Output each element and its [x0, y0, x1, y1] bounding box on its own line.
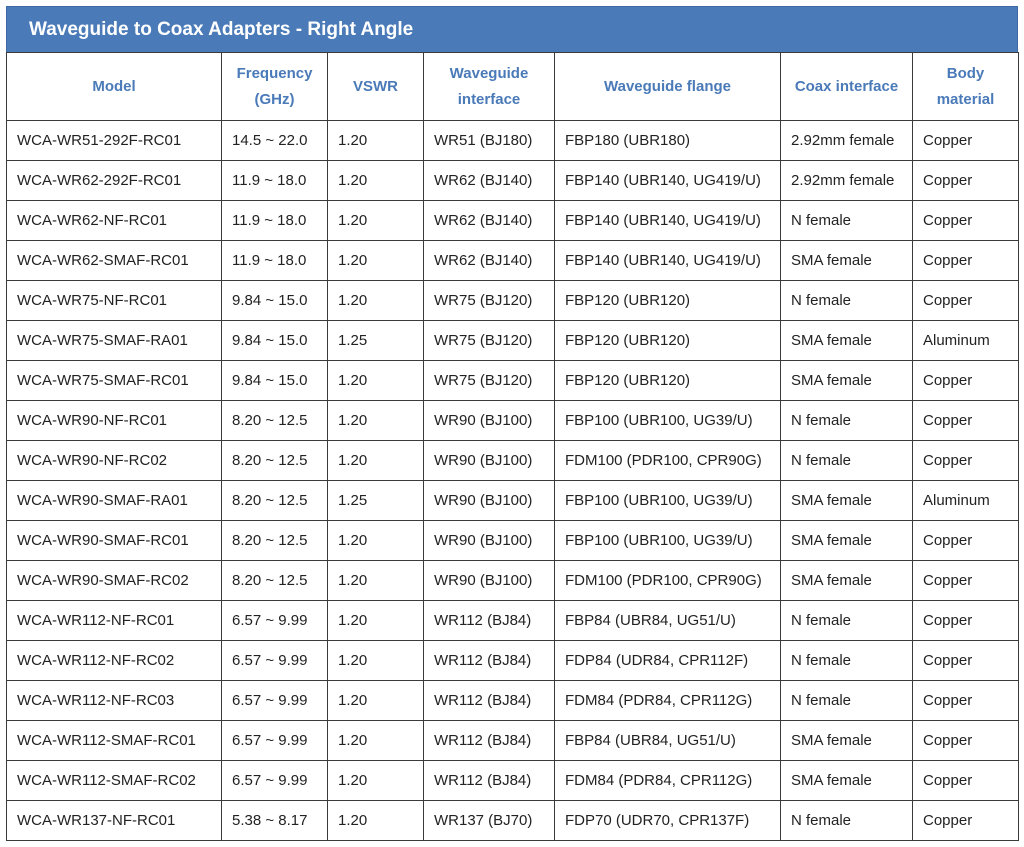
- cell-model: WCA-WR90-SMAF-RC01: [7, 521, 222, 561]
- cell-vswr: 1.20: [328, 121, 424, 161]
- cell-body-material: Copper: [913, 361, 1019, 401]
- cell-body-material: Copper: [913, 681, 1019, 721]
- cell-waveguide-interface: WR90 (BJ100): [424, 561, 555, 601]
- header-model: Model: [7, 53, 222, 121]
- cell-body-material: Copper: [913, 121, 1019, 161]
- cell-coax-interface: SMA female: [781, 521, 913, 561]
- cell-waveguide-interface: WR51 (BJ180): [424, 121, 555, 161]
- cell-waveguide-flange: FBP100 (UBR100, UG39/U): [555, 481, 781, 521]
- cell-waveguide-interface: WR90 (BJ100): [424, 441, 555, 481]
- table-row: [7, 121, 1019, 161]
- cell-frequency: 14.5 ~ 22.0: [222, 121, 328, 161]
- cell-model: WCA-WR75-NF-RC01: [7, 281, 222, 321]
- cell-model: WCA-WR90-SMAF-RC02: [7, 561, 222, 601]
- cell-body-material: Copper: [913, 641, 1019, 681]
- cell-waveguide-interface: WR62 (BJ140): [424, 201, 555, 241]
- cell-vswr: 1.20: [328, 441, 424, 481]
- cell-model: WCA-WR112-SMAF-RC01: [7, 721, 222, 761]
- cell-body-material: Copper: [913, 441, 1019, 481]
- cell-waveguide-interface: WR112 (BJ84): [424, 641, 555, 681]
- table-row: [7, 401, 1019, 441]
- spec-table-panel: [6, 6, 1018, 841]
- table-row: [7, 441, 1019, 481]
- cell-body-material: Copper: [913, 601, 1019, 641]
- cell-body-material: Copper: [913, 401, 1019, 441]
- cell-coax-interface: N female: [781, 801, 913, 841]
- cell-waveguide-interface: WR62 (BJ140): [424, 161, 555, 201]
- cell-model: WCA-WR75-SMAF-RA01: [7, 321, 222, 361]
- cell-model: WCA-WR90-SMAF-RA01: [7, 481, 222, 521]
- cell-body-material: Copper: [913, 761, 1019, 801]
- cell-frequency: 6.57 ~ 9.99: [222, 681, 328, 721]
- cell-frequency: 8.20 ~ 12.5: [222, 401, 328, 441]
- cell-waveguide-interface: WR137 (BJ70): [424, 801, 555, 841]
- cell-model: WCA-WR112-NF-RC02: [7, 641, 222, 681]
- cell-waveguide-flange: FBP140 (UBR140, UG419/U): [555, 201, 781, 241]
- cell-coax-interface: SMA female: [781, 361, 913, 401]
- table-row: [7, 321, 1019, 361]
- table-row: [7, 521, 1019, 561]
- cell-coax-interface: SMA female: [781, 561, 913, 601]
- cell-waveguide-interface: WR75 (BJ120): [424, 321, 555, 361]
- cell-body-material: Aluminum: [913, 481, 1019, 521]
- cell-coax-interface: SMA female: [781, 241, 913, 281]
- cell-vswr: 1.25: [328, 321, 424, 361]
- cell-vswr: 1.20: [328, 361, 424, 401]
- cell-vswr: 1.20: [328, 681, 424, 721]
- cell-coax-interface: N female: [781, 681, 913, 721]
- cell-waveguide-flange: FBP84 (UBR84, UG51/U): [555, 601, 781, 641]
- header-row: [7, 53, 1019, 121]
- table-row: [7, 241, 1019, 281]
- cell-model: WCA-WR112-SMAF-RC02: [7, 761, 222, 801]
- table-row: [7, 361, 1019, 401]
- table-row: [7, 281, 1019, 321]
- cell-frequency: 9.84 ~ 15.0: [222, 281, 328, 321]
- cell-coax-interface: SMA female: [781, 321, 913, 361]
- table-row: [7, 601, 1019, 641]
- table-row: [7, 641, 1019, 681]
- cell-waveguide-interface: WR112 (BJ84): [424, 761, 555, 801]
- cell-waveguide-flange: FBP84 (UBR84, UG51/U): [555, 721, 781, 761]
- cell-model: WCA-WR51-292F-RC01: [7, 121, 222, 161]
- cell-frequency: 6.57 ~ 9.99: [222, 641, 328, 681]
- cell-waveguide-interface: WR90 (BJ100): [424, 401, 555, 441]
- cell-frequency: 11.9 ~ 18.0: [222, 161, 328, 201]
- cell-vswr: 1.20: [328, 761, 424, 801]
- cell-coax-interface: N female: [781, 281, 913, 321]
- header-waveguide-interface: Waveguide interface: [424, 53, 555, 121]
- cell-body-material: Copper: [913, 721, 1019, 761]
- table-row: [7, 801, 1019, 841]
- table-row: [7, 681, 1019, 721]
- cell-waveguide-flange: FDM100 (PDR100, CPR90G): [555, 441, 781, 481]
- cell-model: WCA-WR62-SMAF-RC01: [7, 241, 222, 281]
- cell-waveguide-flange: FDM84 (PDR84, CPR112G): [555, 681, 781, 721]
- cell-waveguide-interface: WR90 (BJ100): [424, 521, 555, 561]
- cell-frequency: 9.84 ~ 15.0: [222, 361, 328, 401]
- cell-vswr: 1.20: [328, 161, 424, 201]
- cell-waveguide-flange: FBP100 (UBR100, UG39/U): [555, 521, 781, 561]
- cell-coax-interface: N female: [781, 401, 913, 441]
- cell-vswr: 1.20: [328, 521, 424, 561]
- cell-model: WCA-WR90-NF-RC02: [7, 441, 222, 481]
- cell-waveguide-flange: FBP180 (UBR180): [555, 121, 781, 161]
- cell-waveguide-flange: FDM100 (PDR100, CPR90G): [555, 561, 781, 601]
- table-row: [7, 201, 1019, 241]
- cell-body-material: Copper: [913, 281, 1019, 321]
- header-body-material: Body material: [913, 53, 1019, 121]
- cell-frequency: 6.57 ~ 9.99: [222, 721, 328, 761]
- cell-vswr: 1.20: [328, 721, 424, 761]
- cell-frequency: 5.38 ~ 8.17: [222, 801, 328, 841]
- cell-model: WCA-WR112-NF-RC03: [7, 681, 222, 721]
- cell-coax-interface: N female: [781, 441, 913, 481]
- cell-coax-interface: SMA female: [781, 761, 913, 801]
- spec-table: [6, 52, 1019, 841]
- header-waveguide-flange: Waveguide flange: [555, 53, 781, 121]
- cell-waveguide-interface: WR112 (BJ84): [424, 601, 555, 641]
- cell-frequency: 11.9 ~ 18.0: [222, 241, 328, 281]
- cell-body-material: Copper: [913, 161, 1019, 201]
- cell-waveguide-flange: FDP70 (UDR70, CPR137F): [555, 801, 781, 841]
- cell-coax-interface: 2.92mm female: [781, 161, 913, 201]
- cell-waveguide-flange: FBP120 (UBR120): [555, 281, 781, 321]
- cell-coax-interface: N female: [781, 201, 913, 241]
- table-row: [7, 161, 1019, 201]
- cell-body-material: Copper: [913, 521, 1019, 561]
- table-title: Waveguide to Coax Adapters - Right Angle: [6, 6, 1018, 52]
- table-row: [7, 561, 1019, 601]
- cell-vswr: 1.20: [328, 601, 424, 641]
- cell-frequency: 6.57 ~ 9.99: [222, 601, 328, 641]
- cell-frequency: 6.57 ~ 9.99: [222, 761, 328, 801]
- cell-coax-interface: N female: [781, 641, 913, 681]
- cell-waveguide-flange: FBP100 (UBR100, UG39/U): [555, 401, 781, 441]
- cell-waveguide-interface: WR75 (BJ120): [424, 281, 555, 321]
- cell-waveguide-flange: FBP120 (UBR120): [555, 361, 781, 401]
- cell-coax-interface: SMA female: [781, 721, 913, 761]
- cell-vswr: 1.20: [328, 641, 424, 681]
- cell-body-material: Aluminum: [913, 321, 1019, 361]
- cell-waveguide-flange: FDM84 (PDR84, CPR112G): [555, 761, 781, 801]
- header-frequency: Frequency (GHz): [222, 53, 328, 121]
- cell-frequency: 8.20 ~ 12.5: [222, 521, 328, 561]
- cell-vswr: 1.20: [328, 241, 424, 281]
- cell-frequency: 8.20 ~ 12.5: [222, 561, 328, 601]
- cell-waveguide-flange: FDP84 (UDR84, CPR112F): [555, 641, 781, 681]
- cell-coax-interface: 2.92mm female: [781, 121, 913, 161]
- cell-vswr: 1.20: [328, 281, 424, 321]
- cell-model: WCA-WR137-NF-RC01: [7, 801, 222, 841]
- table-row: [7, 481, 1019, 521]
- cell-vswr: 1.20: [328, 401, 424, 441]
- table-row: [7, 721, 1019, 761]
- cell-model: WCA-WR62-292F-RC01: [7, 161, 222, 201]
- cell-frequency: 8.20 ~ 12.5: [222, 481, 328, 521]
- cell-model: WCA-WR112-NF-RC01: [7, 601, 222, 641]
- cell-body-material: Copper: [913, 241, 1019, 281]
- cell-waveguide-flange: FBP140 (UBR140, UG419/U): [555, 241, 781, 281]
- cell-waveguide-interface: WR75 (BJ120): [424, 361, 555, 401]
- header-vswr: VSWR: [328, 53, 424, 121]
- cell-coax-interface: N female: [781, 601, 913, 641]
- cell-model: WCA-WR75-SMAF-RC01: [7, 361, 222, 401]
- cell-waveguide-interface: WR90 (BJ100): [424, 481, 555, 521]
- cell-waveguide-interface: WR112 (BJ84): [424, 721, 555, 761]
- header-coax-interface: Coax interface: [781, 53, 913, 121]
- cell-body-material: Copper: [913, 801, 1019, 841]
- cell-body-material: Copper: [913, 561, 1019, 601]
- cell-vswr: 1.20: [328, 201, 424, 241]
- cell-coax-interface: SMA female: [781, 481, 913, 521]
- cell-model: WCA-WR62-NF-RC01: [7, 201, 222, 241]
- cell-model: WCA-WR90-NF-RC01: [7, 401, 222, 441]
- cell-body-material: Copper: [913, 201, 1019, 241]
- cell-waveguide-interface: WR112 (BJ84): [424, 681, 555, 721]
- cell-frequency: 8.20 ~ 12.5: [222, 441, 328, 481]
- cell-waveguide-flange: FBP120 (UBR120): [555, 321, 781, 361]
- cell-frequency: 11.9 ~ 18.0: [222, 201, 328, 241]
- cell-vswr: 1.20: [328, 561, 424, 601]
- cell-vswr: 1.20: [328, 801, 424, 841]
- table-row: [7, 761, 1019, 801]
- cell-vswr: 1.25: [328, 481, 424, 521]
- cell-waveguide-interface: WR62 (BJ140): [424, 241, 555, 281]
- cell-waveguide-flange: FBP140 (UBR140, UG419/U): [555, 161, 781, 201]
- cell-frequency: 9.84 ~ 15.0: [222, 321, 328, 361]
